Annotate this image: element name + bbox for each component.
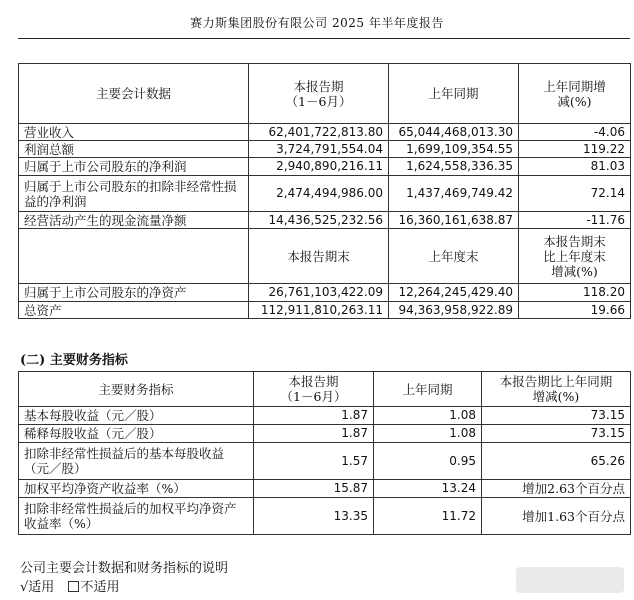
cell-value: 118.20 [519, 284, 631, 302]
cell-value: 13.35 [254, 498, 374, 535]
empty-checkbox-icon [68, 581, 79, 592]
row-label: 经营活动产生的现金流量净额 [19, 212, 249, 229]
header-line: （1－6月） [280, 389, 347, 404]
table-subheader-row [19, 229, 631, 284]
column-header [19, 229, 249, 284]
column-header: 本报告期末 [249, 229, 389, 284]
row-label: 稀释每股收益（元／股） [19, 425, 254, 443]
header-line: 本报告期 [288, 374, 339, 389]
cell-value: 1,699,109,354.55 [389, 141, 519, 158]
row-label: 基本每股收益（元／股） [19, 407, 254, 425]
cell-value: 1.87 [254, 407, 374, 425]
cell-value: 12,264,245,429.40 [389, 284, 519, 302]
cell-value: 1.08 [374, 407, 482, 425]
cell-value: 1,624,558,336.35 [389, 158, 519, 176]
row-label: 扣除非经常性损益后的基本每股收益（元／股） [19, 443, 254, 480]
column-header: 主要会计数据 [19, 64, 249, 124]
row-label: 归属于上市公司股东的扣除非经常性损益的净利润 [19, 176, 249, 212]
table-row [19, 176, 631, 212]
header-line: 本报告期 [293, 78, 344, 94]
table-row [19, 124, 631, 141]
explanation-note: 公司主要会计数据和财务指标的说明 [20, 561, 229, 576]
table-row [19, 141, 631, 158]
table-row [19, 302, 631, 319]
option-not-applicable [68, 580, 119, 595]
accounting-data-table [18, 63, 631, 319]
financial-indicators-table [18, 371, 631, 535]
header-line: 本报告期比上年同期 [499, 374, 613, 389]
header-divider [18, 38, 630, 39]
cell-value: 增加2.63个百分点 [482, 480, 631, 498]
cell-value: 增加1.63个百分点 [482, 498, 631, 535]
cell-value: 65,044,468,013.30 [389, 124, 519, 141]
cell-value: 72.14 [519, 176, 631, 212]
column-header [482, 372, 631, 407]
row-label: 营业收入 [19, 124, 249, 141]
header-line: （1－6月） [285, 93, 352, 109]
header-line: 比上年度末 [543, 248, 606, 264]
table-header-row [19, 64, 631, 124]
cell-value: 14,436,525,232.56 [249, 212, 389, 229]
cell-value: 119.22 [519, 141, 631, 158]
table-row [19, 443, 631, 480]
cell-value: 1.08 [374, 425, 482, 443]
applicability-options [20, 576, 129, 595]
option-label: 不适用 [80, 580, 120, 595]
table-row [19, 212, 631, 229]
report-header-title: 赛力斯集团股份有限公司 2025 年半年度报告 [190, 16, 444, 30]
cell-value: 62,401,722,813.80 [249, 124, 389, 141]
cell-value: 3,724,791,554.04 [249, 141, 389, 158]
cell-value: 0.95 [374, 443, 482, 480]
header-line: 增减(%) [532, 389, 580, 404]
table-row [19, 480, 631, 498]
row-label: 加权平均净资产收益率（%） [19, 480, 254, 498]
column-header: 主要财务指标 [19, 372, 254, 407]
cell-value: 19.66 [519, 302, 631, 319]
cell-value: 11.72 [374, 498, 482, 535]
cell-value: 1,437,469,749.42 [389, 176, 519, 212]
table-row [19, 158, 631, 176]
cell-value: 94,363,958,922.89 [389, 302, 519, 319]
column-header [249, 64, 389, 124]
cell-value: -11.76 [519, 212, 631, 229]
cell-value: -4.06 [519, 124, 631, 141]
header-line: 上年同期增 [543, 78, 606, 94]
column-header [254, 372, 374, 407]
header-line: 本报告期末 [543, 233, 606, 249]
check-mark-icon: √ [20, 580, 29, 595]
cell-value: 73.15 [482, 425, 631, 443]
cell-value: 73.15 [482, 407, 631, 425]
cell-value: 26,761,103,422.09 [249, 284, 389, 302]
table-row [19, 284, 631, 302]
column-header: 上年度末 [389, 229, 519, 284]
cell-value: 65.26 [482, 443, 631, 480]
cell-value: 1.87 [254, 425, 374, 443]
cell-value: 2,474,494,986.00 [249, 176, 389, 212]
option-applicable [20, 580, 54, 595]
table-row [19, 425, 631, 443]
cell-value: 16,360,161,638.87 [389, 212, 519, 229]
column-header [519, 229, 631, 284]
option-label: 适用 [28, 580, 55, 595]
cell-value: 81.03 [519, 158, 631, 176]
cell-value: 2,940,890,216.11 [249, 158, 389, 176]
row-label: 归属于上市公司股东的净资产 [19, 284, 249, 302]
row-label: 扣除非经常性损益后的加权平均净资产收益率（%） [19, 498, 254, 535]
row-label: 归属于上市公司股东的净利润 [19, 158, 249, 176]
row-label: 总资产 [19, 302, 249, 319]
cell-value: 15.87 [254, 480, 374, 498]
column-header: 上年同期 [374, 372, 482, 407]
cell-value: 1.57 [254, 443, 374, 480]
section-title: (二) 主要财务指标 [20, 353, 128, 368]
table-header-row [19, 372, 631, 407]
table-row [19, 498, 631, 535]
header-line: 减(%) [557, 93, 592, 109]
column-header [519, 64, 631, 124]
cell-value: 112,911,810,263.11 [249, 302, 389, 319]
table-row [19, 407, 631, 425]
row-label: 利润总额 [19, 141, 249, 158]
column-header: 上年同期 [389, 64, 519, 124]
cell-value: 13.24 [374, 480, 482, 498]
header-line: 增减(%) [551, 263, 598, 279]
watermark-overlay [516, 567, 624, 593]
